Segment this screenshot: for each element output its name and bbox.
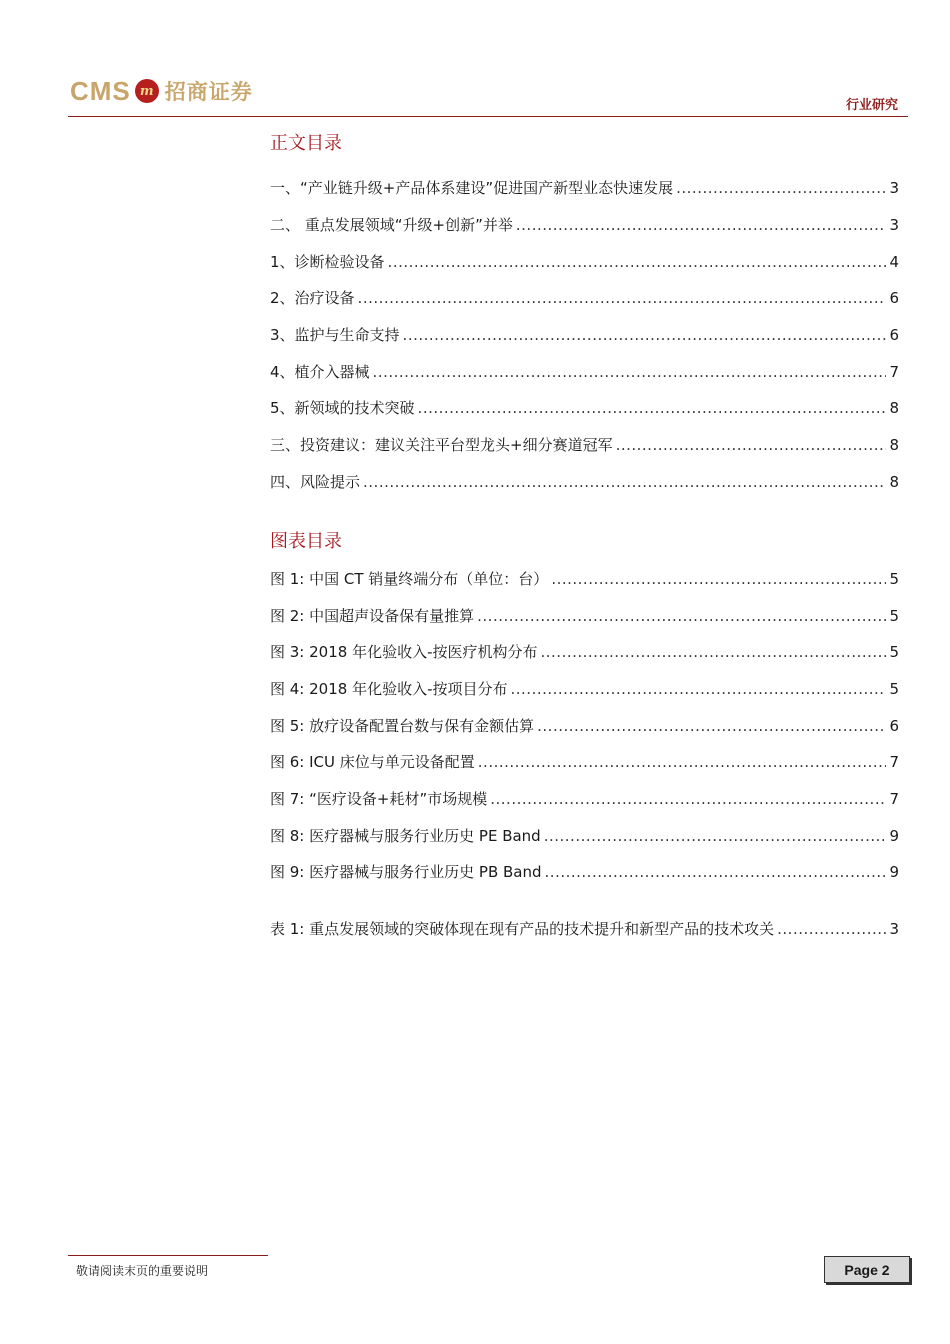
logo-chinese-text: 招商证券 — [164, 79, 253, 104]
toc-entry-page: 6 — [889, 326, 899, 344]
toc-entry-label: 4、植介入器械 — [270, 363, 370, 381]
figure-entry[interactable] — [270, 788, 899, 808]
logo-latin-text: CMS — [70, 75, 131, 106]
toc-title: 正文目录 — [270, 133, 342, 154]
figure-entry-label: 图 1: 中国 CT 销量终端分布（单位：台） — [270, 570, 549, 588]
figure-entry-page: 5 — [889, 643, 899, 661]
toc-leader-dots — [403, 326, 887, 344]
table-entry-label: 表 1: 重点发展领域的突破体现在现有产品的技术提升和新型产品的技术攻关 — [270, 920, 775, 938]
toc-leader-dots — [777, 920, 886, 938]
figure-entry-page: 9 — [889, 863, 899, 881]
figure-entry-page: 7 — [889, 790, 899, 808]
toc-entry-label: 5、新领域的技术突破 — [270, 399, 415, 417]
figure-entry[interactable] — [270, 825, 899, 845]
toc-entry-page: 8 — [889, 436, 899, 454]
figure-entry-page: 5 — [889, 607, 899, 625]
logo-mark-icon: m — [135, 79, 159, 103]
toc-entry[interactable] — [270, 251, 899, 271]
figure-entry-page: 5 — [889, 680, 899, 698]
figure-entry-label: 图 2: 中国超声设备保有量推算 — [270, 607, 475, 625]
figure-entry-label: 图 5: 放疗设备配置台数与保有金额估算 — [270, 717, 535, 735]
toc-entry-page: 8 — [889, 473, 899, 491]
toc-entry[interactable] — [270, 434, 899, 454]
table-entry[interactable] — [270, 918, 899, 938]
toc-entry[interactable] — [270, 324, 899, 344]
toc-entry[interactable] — [270, 214, 899, 234]
toc-leader-dots — [418, 399, 887, 417]
toc-leader-dots — [478, 753, 887, 771]
toc-leader-dots — [373, 363, 887, 381]
figure-entry[interactable] — [270, 751, 899, 771]
figure-entry-label: 图 7: “医疗设备+耗材”市场规模 — [270, 790, 488, 808]
toc-leader-dots — [541, 643, 887, 661]
figure-entry-page: 9 — [889, 827, 899, 845]
toc-entry-page: 3 — [889, 216, 899, 234]
toc-entry-label: 3、监护与生命支持 — [270, 326, 400, 344]
figure-entry[interactable] — [270, 715, 899, 735]
figure-entry[interactable] — [270, 861, 899, 881]
toc-leader-dots — [616, 436, 887, 454]
toc-leader-dots — [551, 570, 886, 588]
toc-entry-page: 4 — [889, 253, 899, 271]
figure-entry[interactable] — [270, 678, 899, 698]
figure-entry-page: 7 — [889, 753, 899, 771]
figure-entry-page: 5 — [889, 570, 899, 588]
toc-entry[interactable] — [270, 177, 899, 197]
toc-leader-dots — [363, 473, 886, 491]
toc-leader-dots — [545, 863, 887, 881]
toc-entry-label: 三、投资建议：建议关注平台型龙头+细分赛道冠军 — [270, 436, 613, 454]
toc-entry-page: 7 — [889, 363, 899, 381]
toc-leader-dots — [358, 289, 887, 307]
toc-entry[interactable] — [270, 361, 899, 381]
page-number-badge: Page 2 — [824, 1256, 910, 1283]
toc-entry-label: 二、 重点发展领域“升级+创新”并举 — [270, 216, 513, 234]
toc-leader-dots — [676, 179, 886, 197]
toc-leader-dots — [537, 717, 886, 735]
figure-entry-label: 图 9: 医疗器械与服务行业历史 PB Band — [270, 863, 542, 881]
footer-disclaimer-note: 敬请阅读末页的重要说明 — [76, 1264, 209, 1278]
header-divider — [68, 116, 908, 117]
toc-leader-dots — [490, 790, 886, 808]
figure-entry-label: 图 8: 医疗器械与服务行业历史 PE Band — [270, 827, 541, 845]
toc-entry[interactable] — [270, 287, 899, 307]
figure-entry-label: 图 4: 2018 年化验收入-按项目分布 — [270, 680, 508, 698]
toc-leader-dots — [477, 607, 886, 625]
toc-leader-dots — [544, 827, 887, 845]
toc-leader-dots — [516, 216, 887, 234]
figure-entry-label: 图 3: 2018 年化验收入-按医疗机构分布 — [270, 643, 538, 661]
toc-entry-label: 1、诊断检验设备 — [270, 253, 385, 271]
toc-leader-dots — [511, 680, 887, 698]
footer-divider — [68, 1255, 268, 1256]
table-entry-page: 3 — [889, 920, 899, 938]
toc-entry-page: 3 — [889, 179, 899, 197]
figure-entry[interactable] — [270, 605, 899, 625]
toc-entry[interactable] — [270, 397, 899, 417]
toc-entry-label: 一、“产业链升级+产品体系建设”促进国产新型业态快速发展 — [270, 179, 674, 197]
toc-entry-label: 四、风险提示 — [270, 473, 361, 491]
figure-entry[interactable] — [270, 568, 899, 588]
toc-entry-label: 2、治疗设备 — [270, 289, 355, 307]
figure-entry-page: 6 — [889, 717, 899, 735]
toc-leader-dots — [388, 253, 887, 271]
figure-entry-label: 图 6: ICU 床位与单元设备配置 — [270, 753, 475, 771]
toc-entry-page: 8 — [889, 399, 899, 417]
figures-title: 图表目录 — [270, 531, 342, 552]
company-logo — [70, 74, 253, 108]
toc-entry-page: 6 — [889, 289, 899, 307]
report-type-label: 行业研究 — [845, 98, 898, 113]
figure-entry[interactable] — [270, 641, 899, 661]
toc-entry[interactable] — [270, 471, 899, 491]
